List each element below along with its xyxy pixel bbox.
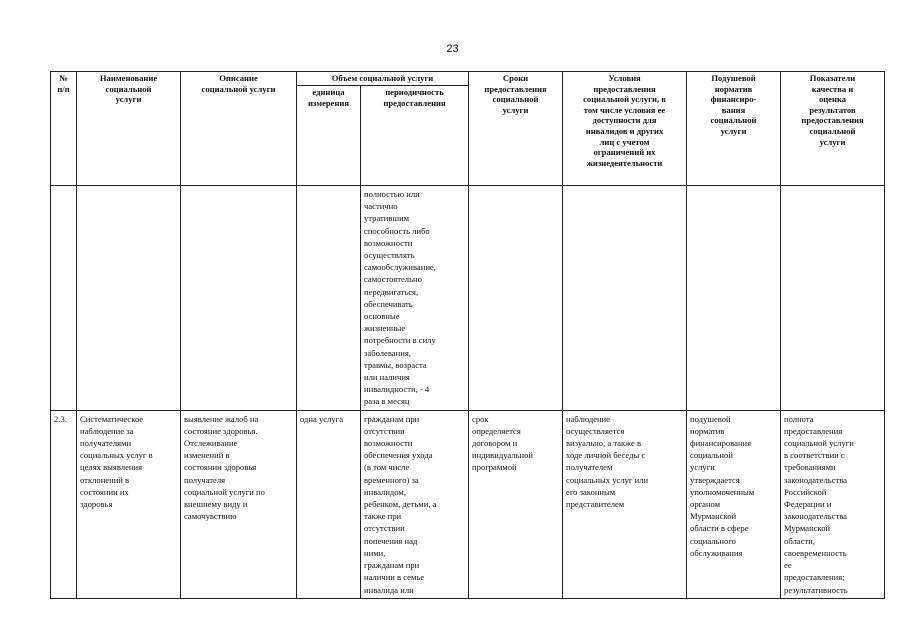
header-num: № п/п [51,72,77,186]
header-unit: единица измерения [297,86,361,186]
header-indicators: Показатели качества и оценка результатов предоставления социальной услуги [781,72,885,186]
header-per-capita: Подушевой норматив финансиро- вания социальной услуги [687,72,781,186]
row-name: Систематическое наблюдение за получателями социальных услуг в целях выявления отклонений в состоянии их здоровья [77,410,181,598]
cont-per-capita-cell [687,186,781,411]
row-per-capita: подушевой норматив финансирования социальной услуги утверждается уполномоченным органом Мурманской области в сфере социального обслуживания [687,410,781,598]
header-volume: Объем социальной услуги [297,72,469,86]
header-terms: Сроки предоставления социальной услуги [469,72,563,186]
cont-indicators-cell [781,186,885,411]
row-description: выявление жалоб на состояние здоровья. Отслеживание изменений в состоянии здоровья получателя социальной услуги по внешнему виду и самочувствию [181,410,297,598]
row-unit: одна услуга [297,410,361,598]
continuation-row [51,186,885,411]
row-num: 2.3. [51,410,77,598]
cont-periodicity-cell: полностью или частично утратившим способность либо возможности осуществлять самообслуживание, самостоятельно передвигаться, обеспечивать основные жизненные потребности в силу заболевания, травмы, возраста или наличия инвалидности, - 4 раза в месяц [361,186,469,411]
header-name: Наименование социальной услуги [77,72,181,186]
cont-name-cell [77,186,181,411]
header-row-1 [51,72,885,86]
row-periodicity: гражданам при отсутствии возможности обеспечения ухода (в том числе временного) за инвалидом, ребенком, детьми, а также при отсутствии попечения над ними, гражданам при наличии в семье инвалида или [361,410,469,598]
services-table [50,71,885,599]
row-terms: срок определяется договором и индивидуальной программой [469,410,563,598]
cont-terms-cell [469,186,563,411]
cont-conditions-cell [563,186,687,411]
cont-unit-cell [297,186,361,411]
header-conditions: Условия предоставления социальной услуги, в том числе условия ее доступности для инвалидов и других лиц с учетом ограничений их жизнедеятельности [563,72,687,186]
cont-description-cell [181,186,297,411]
cont-num-cell [51,186,77,411]
row-conditions: наблюдение осуществляется визуально, а также в ходе личной беседы с получателем социальных услуг или его законным представителем [563,410,687,598]
header-description: Описание социальной услуги [181,72,297,186]
table-row-2-3 [51,410,885,598]
row-indicators: полнота предоставления социальной услуги в соответствии с требованиями законодательства Российской Федерации и законодательства Мурманской области, своевременность ее предоставления; результативность [781,410,885,598]
page-number: 23 [446,43,459,55]
header-periodicity: периодичность предоставления [361,86,469,186]
